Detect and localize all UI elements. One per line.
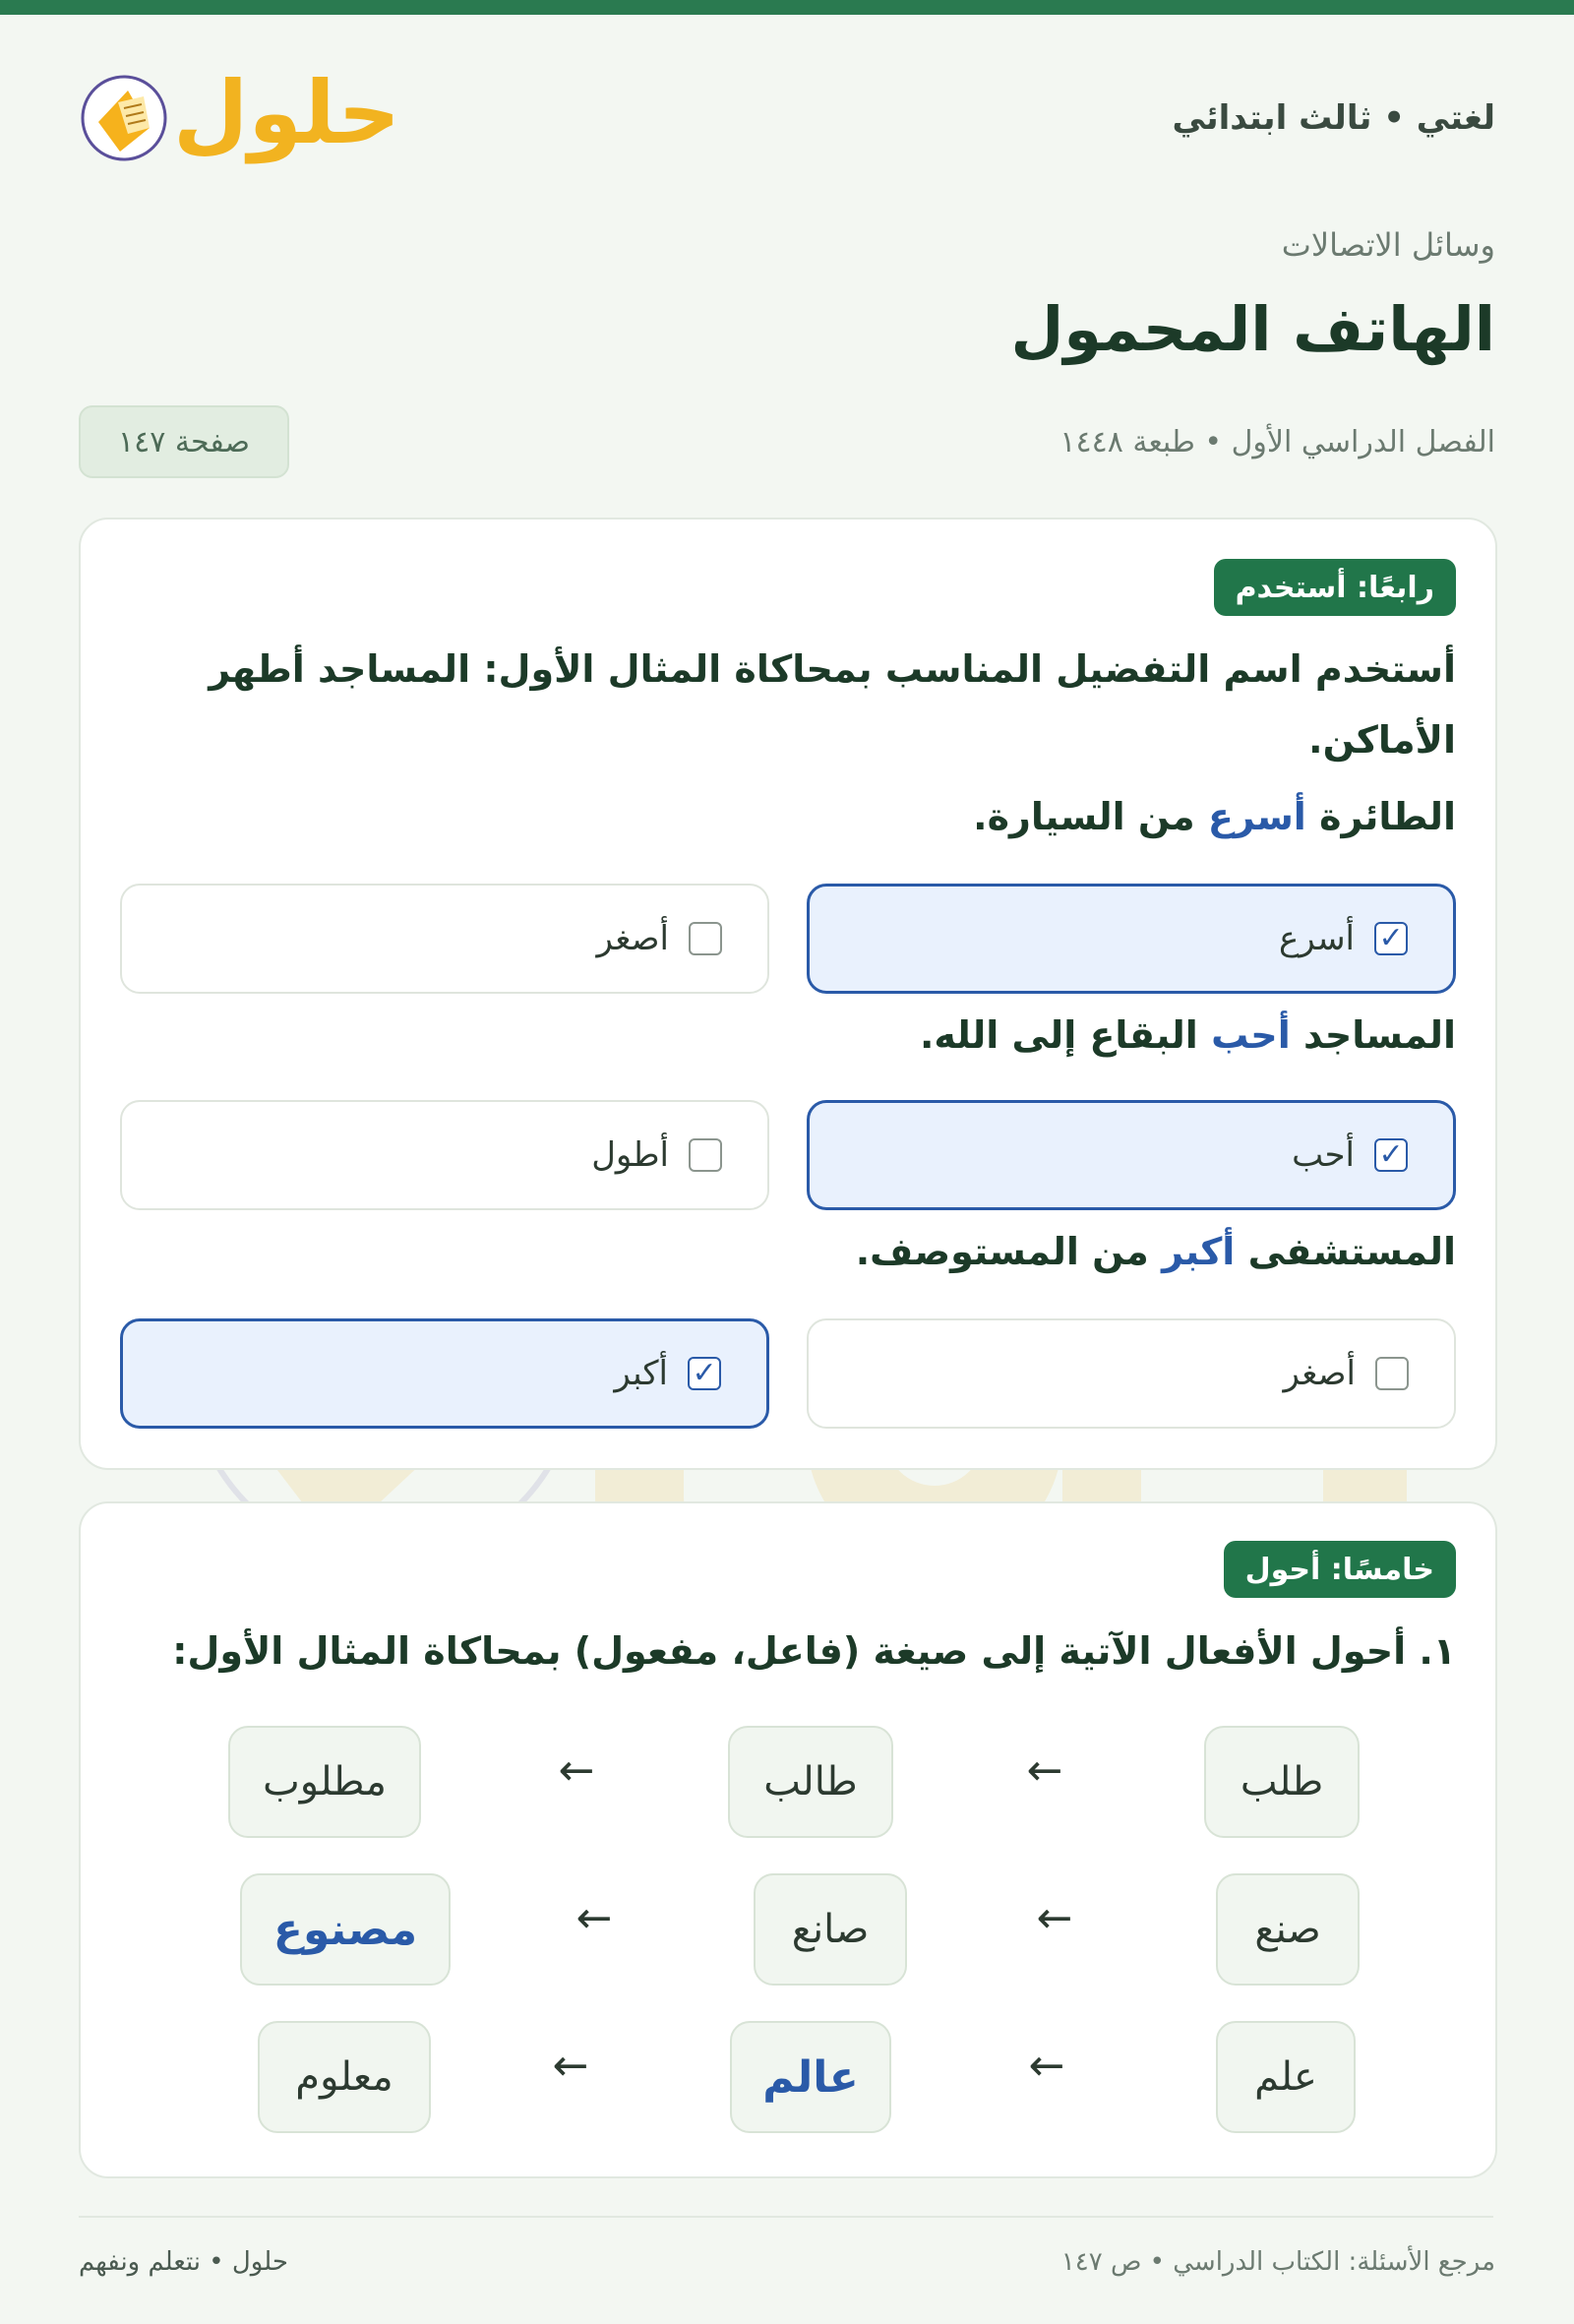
faail-word: طالب bbox=[728, 1726, 893, 1838]
option-label: أصغر bbox=[596, 919, 669, 958]
footer-divider bbox=[79, 2216, 1493, 2218]
option-2b[interactable] bbox=[120, 1100, 769, 1210]
sentence-2-answer: أحب bbox=[1211, 1013, 1291, 1057]
checkbox-checked-icon[interactable]: ✓ bbox=[1374, 1138, 1408, 1172]
verb-word: طلب bbox=[1204, 1726, 1360, 1838]
verb-word: صنع bbox=[1216, 1873, 1360, 1986]
sentence-1-answer: أسرع bbox=[1207, 795, 1306, 838]
option-label: أطول bbox=[591, 1135, 669, 1175]
option-3b[interactable] bbox=[120, 1318, 769, 1429]
page-badge: صفحة ١٤٧ bbox=[79, 405, 289, 478]
sentence-3: المستشفى أكبر من المستوصف. bbox=[855, 1230, 1456, 1273]
mafool-answer: مصنوع bbox=[240, 1873, 451, 1986]
section-four-label: رابعًا: أستخدم bbox=[1214, 559, 1456, 616]
reference-note: مرجع الأسئلة: الكتاب الدراسي • ص ١٤٧ bbox=[1060, 2247, 1495, 2277]
arrow-left-icon: ← bbox=[1028, 2041, 1065, 2091]
hulul-logo bbox=[79, 62, 400, 173]
checkbox-empty-icon[interactable] bbox=[689, 922, 722, 955]
option-label: أكبر bbox=[614, 1354, 668, 1393]
section-use-card bbox=[79, 518, 1497, 1470]
subject-grade: لغتي • ثالث ابتدائي bbox=[1172, 98, 1495, 138]
option-1b[interactable] bbox=[120, 884, 769, 994]
lesson-title: الهاتف المحمول bbox=[1010, 293, 1495, 365]
verb-word: علم bbox=[1216, 2021, 1356, 2133]
book-icon bbox=[79, 73, 169, 163]
sentence-1: الطائرة أسرع من السيارة. bbox=[973, 795, 1456, 838]
checkbox-empty-icon[interactable] bbox=[689, 1138, 722, 1172]
mafool-word: معلوم bbox=[258, 2021, 431, 2133]
option-3a[interactable] bbox=[807, 1318, 1456, 1429]
faail-word: صانع bbox=[754, 1873, 907, 1986]
top-accent-bar bbox=[0, 0, 1574, 15]
option-2a[interactable] bbox=[807, 1100, 1456, 1210]
option-label: أصغر bbox=[1283, 1354, 1356, 1393]
section-five-label: خامسًا: أحول bbox=[1224, 1541, 1456, 1598]
arrow-left-icon: ← bbox=[1036, 1893, 1073, 1943]
logo-wordmark: حلول bbox=[173, 62, 400, 163]
sentence-3-answer: أكبر bbox=[1162, 1230, 1236, 1273]
sentence-2: المساجد أحب البقاع إلى الله. bbox=[919, 1013, 1456, 1057]
arrow-left-icon: ← bbox=[1026, 1745, 1063, 1796]
semester-edition: الفصل الدراسي الأول • طبعة ١٤٤٨ bbox=[1059, 425, 1495, 459]
footer-slogan: حلول • نتعلم ونفهم bbox=[79, 2247, 288, 2277]
checkbox-checked-icon[interactable]: ✓ bbox=[1374, 922, 1408, 955]
option-label: أسرع bbox=[1279, 919, 1355, 958]
arrow-left-icon: ← bbox=[575, 1893, 613, 1943]
arrow-left-icon: ← bbox=[558, 1745, 595, 1796]
arrow-left-icon: ← bbox=[552, 2041, 589, 2091]
unit-title: وسائل الاتصالات bbox=[1281, 226, 1495, 264]
option-1a[interactable] bbox=[807, 884, 1456, 994]
checkbox-empty-icon[interactable] bbox=[1375, 1357, 1409, 1390]
section-five-instruction: ١. أحول الأفعال الآتية إلى صيغة (فاعل، مفعول) بمحاكاة المثال الأول: bbox=[172, 1629, 1456, 1673]
section-convert-card bbox=[79, 1501, 1497, 2178]
faail-answer: عالم bbox=[730, 2021, 891, 2133]
option-label: أحب bbox=[1292, 1135, 1355, 1175]
section-four-instruction: أستخدم اسم التفضيل المناسب بمحاكاة المثال الأول: المساجد أطهر الأماكن. bbox=[209, 647, 1456, 762]
mafool-word: مطلوب bbox=[228, 1726, 421, 1838]
checkbox-checked-icon[interactable]: ✓ bbox=[688, 1357, 721, 1390]
